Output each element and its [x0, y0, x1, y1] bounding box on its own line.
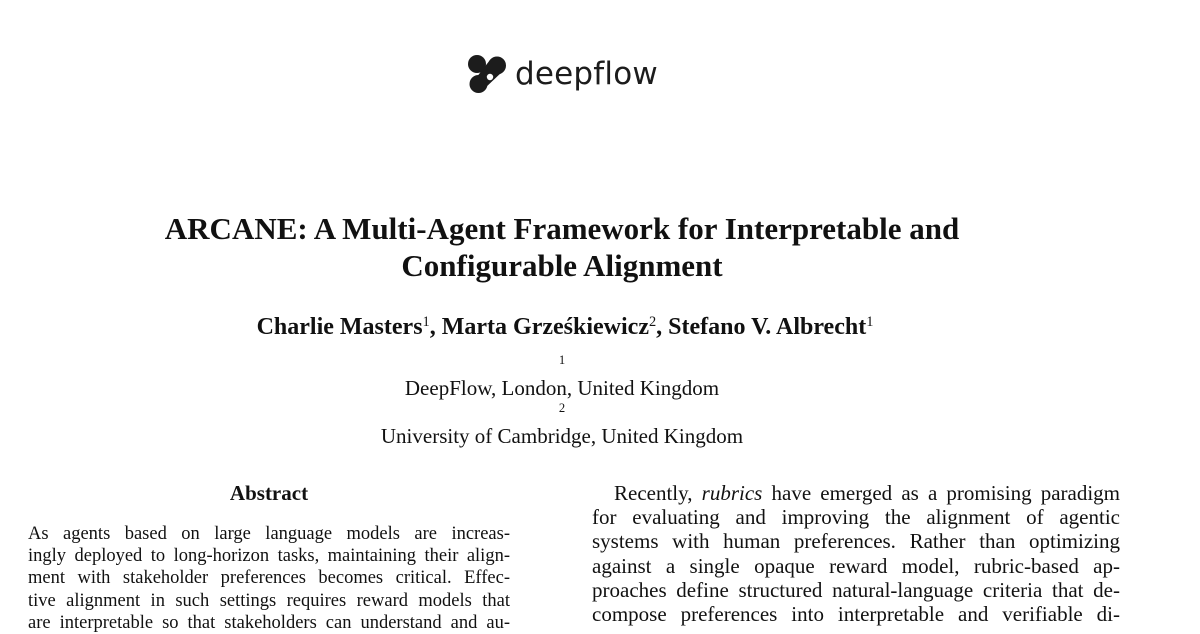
- abstract-line: ingly deployed to long-horizon tasks, maintaining their align-: [28, 546, 510, 567]
- affiliation-number: 1: [558, 353, 566, 368]
- introduction-line: compose preferences into interpretable and verifiable di-: [592, 602, 1120, 627]
- author-list: [0, 311, 1130, 343]
- title-line-1: ARCANE: A Multi-Agent Framework for Interpretable and: [164, 211, 960, 246]
- deepflow-logo: [466, 52, 658, 96]
- affiliation: [0, 400, 1124, 448]
- affiliation-number: 2: [558, 401, 566, 416]
- author-affiliation-mark: 1: [422, 314, 430, 331]
- abstract-line: As agents based on large language models are increas-: [28, 524, 510, 544]
- abstract-line: tive alignment in such settings requires reward models that: [28, 590, 510, 611]
- deepflow-logo-icon: [466, 53, 508, 95]
- author-affiliation-mark: 1: [866, 314, 874, 331]
- introduction-line: [592, 481, 1120, 505]
- introduction-body: [592, 481, 1120, 626]
- author-affiliation-mark: 2: [648, 314, 657, 331]
- intro-text: have emerged as a promising paradigm: [762, 481, 1121, 505]
- affiliation-list: [0, 352, 1124, 448]
- introduction-line: for evaluating and improving the alignment of agentic: [592, 505, 1120, 530]
- author-name: Stefano V. Albrecht: [668, 314, 867, 340]
- paper-title: [0, 210, 1124, 284]
- author-separator: ,: [429, 314, 442, 340]
- author-name: Charlie Masters: [256, 314, 423, 340]
- affiliation-text: University of Cambridge, United Kingdom: [380, 424, 744, 448]
- introduction-line: against a single opaque reward model, rubric-based ap-: [592, 553, 1120, 578]
- intro-text: Recently,: [614, 481, 702, 505]
- introduction-line: proaches define structured natural-language criteria that de-: [592, 577, 1120, 602]
- affiliation-text: DeepFlow, London, United Kingdom: [404, 376, 720, 400]
- introduction-line: systems with human preferences. Rather than optimizing: [592, 529, 1120, 554]
- logo-wordmark: deepflow: [515, 55, 658, 92]
- abstract-body: [28, 523, 510, 634]
- abstract-line: are interpretable so that stakeholders can understand and au-: [28, 612, 510, 633]
- author-name: Marta Grześkiewicz: [441, 314, 649, 340]
- author-separator: ,: [656, 314, 669, 340]
- affiliation: [0, 352, 1124, 400]
- title-line-2: Configurable Alignment: [401, 248, 723, 283]
- abstract-line: ment with stakeholder preferences becomes critical. Effec-: [28, 568, 510, 589]
- intro-emphasis: rubrics: [701, 481, 763, 505]
- abstract-heading: Abstract: [229, 481, 309, 505]
